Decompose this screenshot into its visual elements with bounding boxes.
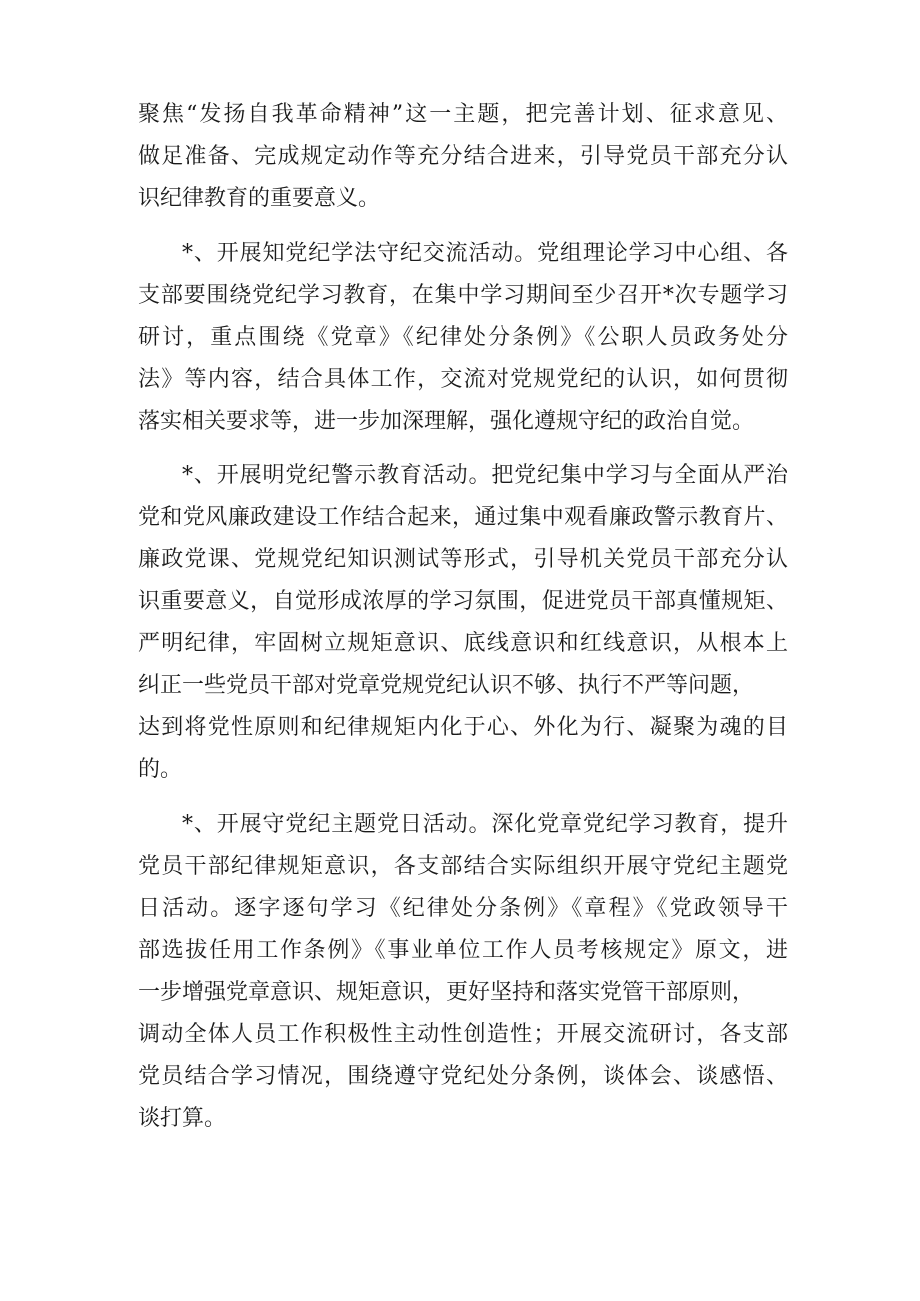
paragraph-line: 支部要围绕党纪学习教育，在集中学习期间至少召开*次专题学习 bbox=[138, 283, 788, 308]
paragraph-line: 调动全体人员工作积极性主动性创造性；开展交流研讨，各支部 bbox=[138, 1022, 788, 1047]
paragraph-line: 一步增强党章意识、规矩意识，更好坚持和落实党管干部原则， bbox=[138, 980, 755, 1005]
paragraph-line: 法》等内容，结合具体工作，交流对党规党纪的认识，如何贯彻 bbox=[138, 367, 788, 392]
paragraph-line: 严明纪律，牢固树立规矩意识、底线意识和红线意识，从根本上 bbox=[138, 631, 788, 656]
paragraph-line: *、开展守党纪主题党日活动。深化党章党纪学习教育，提升 bbox=[182, 812, 788, 837]
paragraph-line: 做足准备、完成规定动作等充分结合进来，引导党员干部充分认 bbox=[138, 144, 788, 169]
paragraph-line: *、开展明党纪警示教育活动。把党纪集中学习与全面从严治 bbox=[182, 463, 788, 488]
paragraph-line: *、开展知党纪学法守纪交流活动。党组理论学习中心组、各 bbox=[182, 241, 788, 266]
paragraph-line: 党员结合学习情况，围绕遵守党纪处分条例，谈体会、谈感悟、 bbox=[138, 1064, 788, 1089]
paragraph-line: 聚焦“发扬自我革命精神”这一主题，把完善计划、征求意见、 bbox=[138, 102, 788, 127]
paragraph-line: 党员干部纪律规矩意识，各支部结合实际组织开展守党纪主题党 bbox=[138, 854, 788, 879]
paragraph-line: 纠正一些党员干部对党章党规党纪认识不够、执行不严等问题， bbox=[138, 673, 755, 698]
paragraph-line: 日活动。逐字逐句学习《纪律处分条例》《章程》《党政领导干 bbox=[138, 896, 788, 921]
paragraph-line: 研讨，重点围绕《党章》《纪律处分条例》《公职人员政务处分 bbox=[138, 325, 788, 350]
paragraph-line: 谈打算。 bbox=[138, 1106, 227, 1131]
paragraph-line: 落实相关要求等，进一步加深理解，强化遵规守纪的政治自觉。 bbox=[138, 409, 755, 434]
paragraph-line: 的。 bbox=[138, 757, 183, 782]
paragraph-line: 部选拔任用工作条例》《事业单位工作人员考核规定》原文，进 bbox=[138, 938, 788, 963]
paragraph-line: 达到将党性原则和纪律规矩内化于心、外化为行、凝聚为魂的目 bbox=[138, 715, 788, 740]
paragraph-line: 识重要意义，自觉形成浓厚的学习氛围，促进党员干部真懂规矩、 bbox=[138, 589, 788, 614]
paragraph-line: 识纪律教育的重要意义。 bbox=[138, 186, 381, 211]
paragraph-line: 党和党风廉政建设工作结合起来，通过集中观看廉政警示教育片、 bbox=[138, 505, 788, 530]
paragraph-line: 廉政党课、党规党纪知识测试等形式，引导机关党员干部充分认 bbox=[138, 547, 788, 572]
